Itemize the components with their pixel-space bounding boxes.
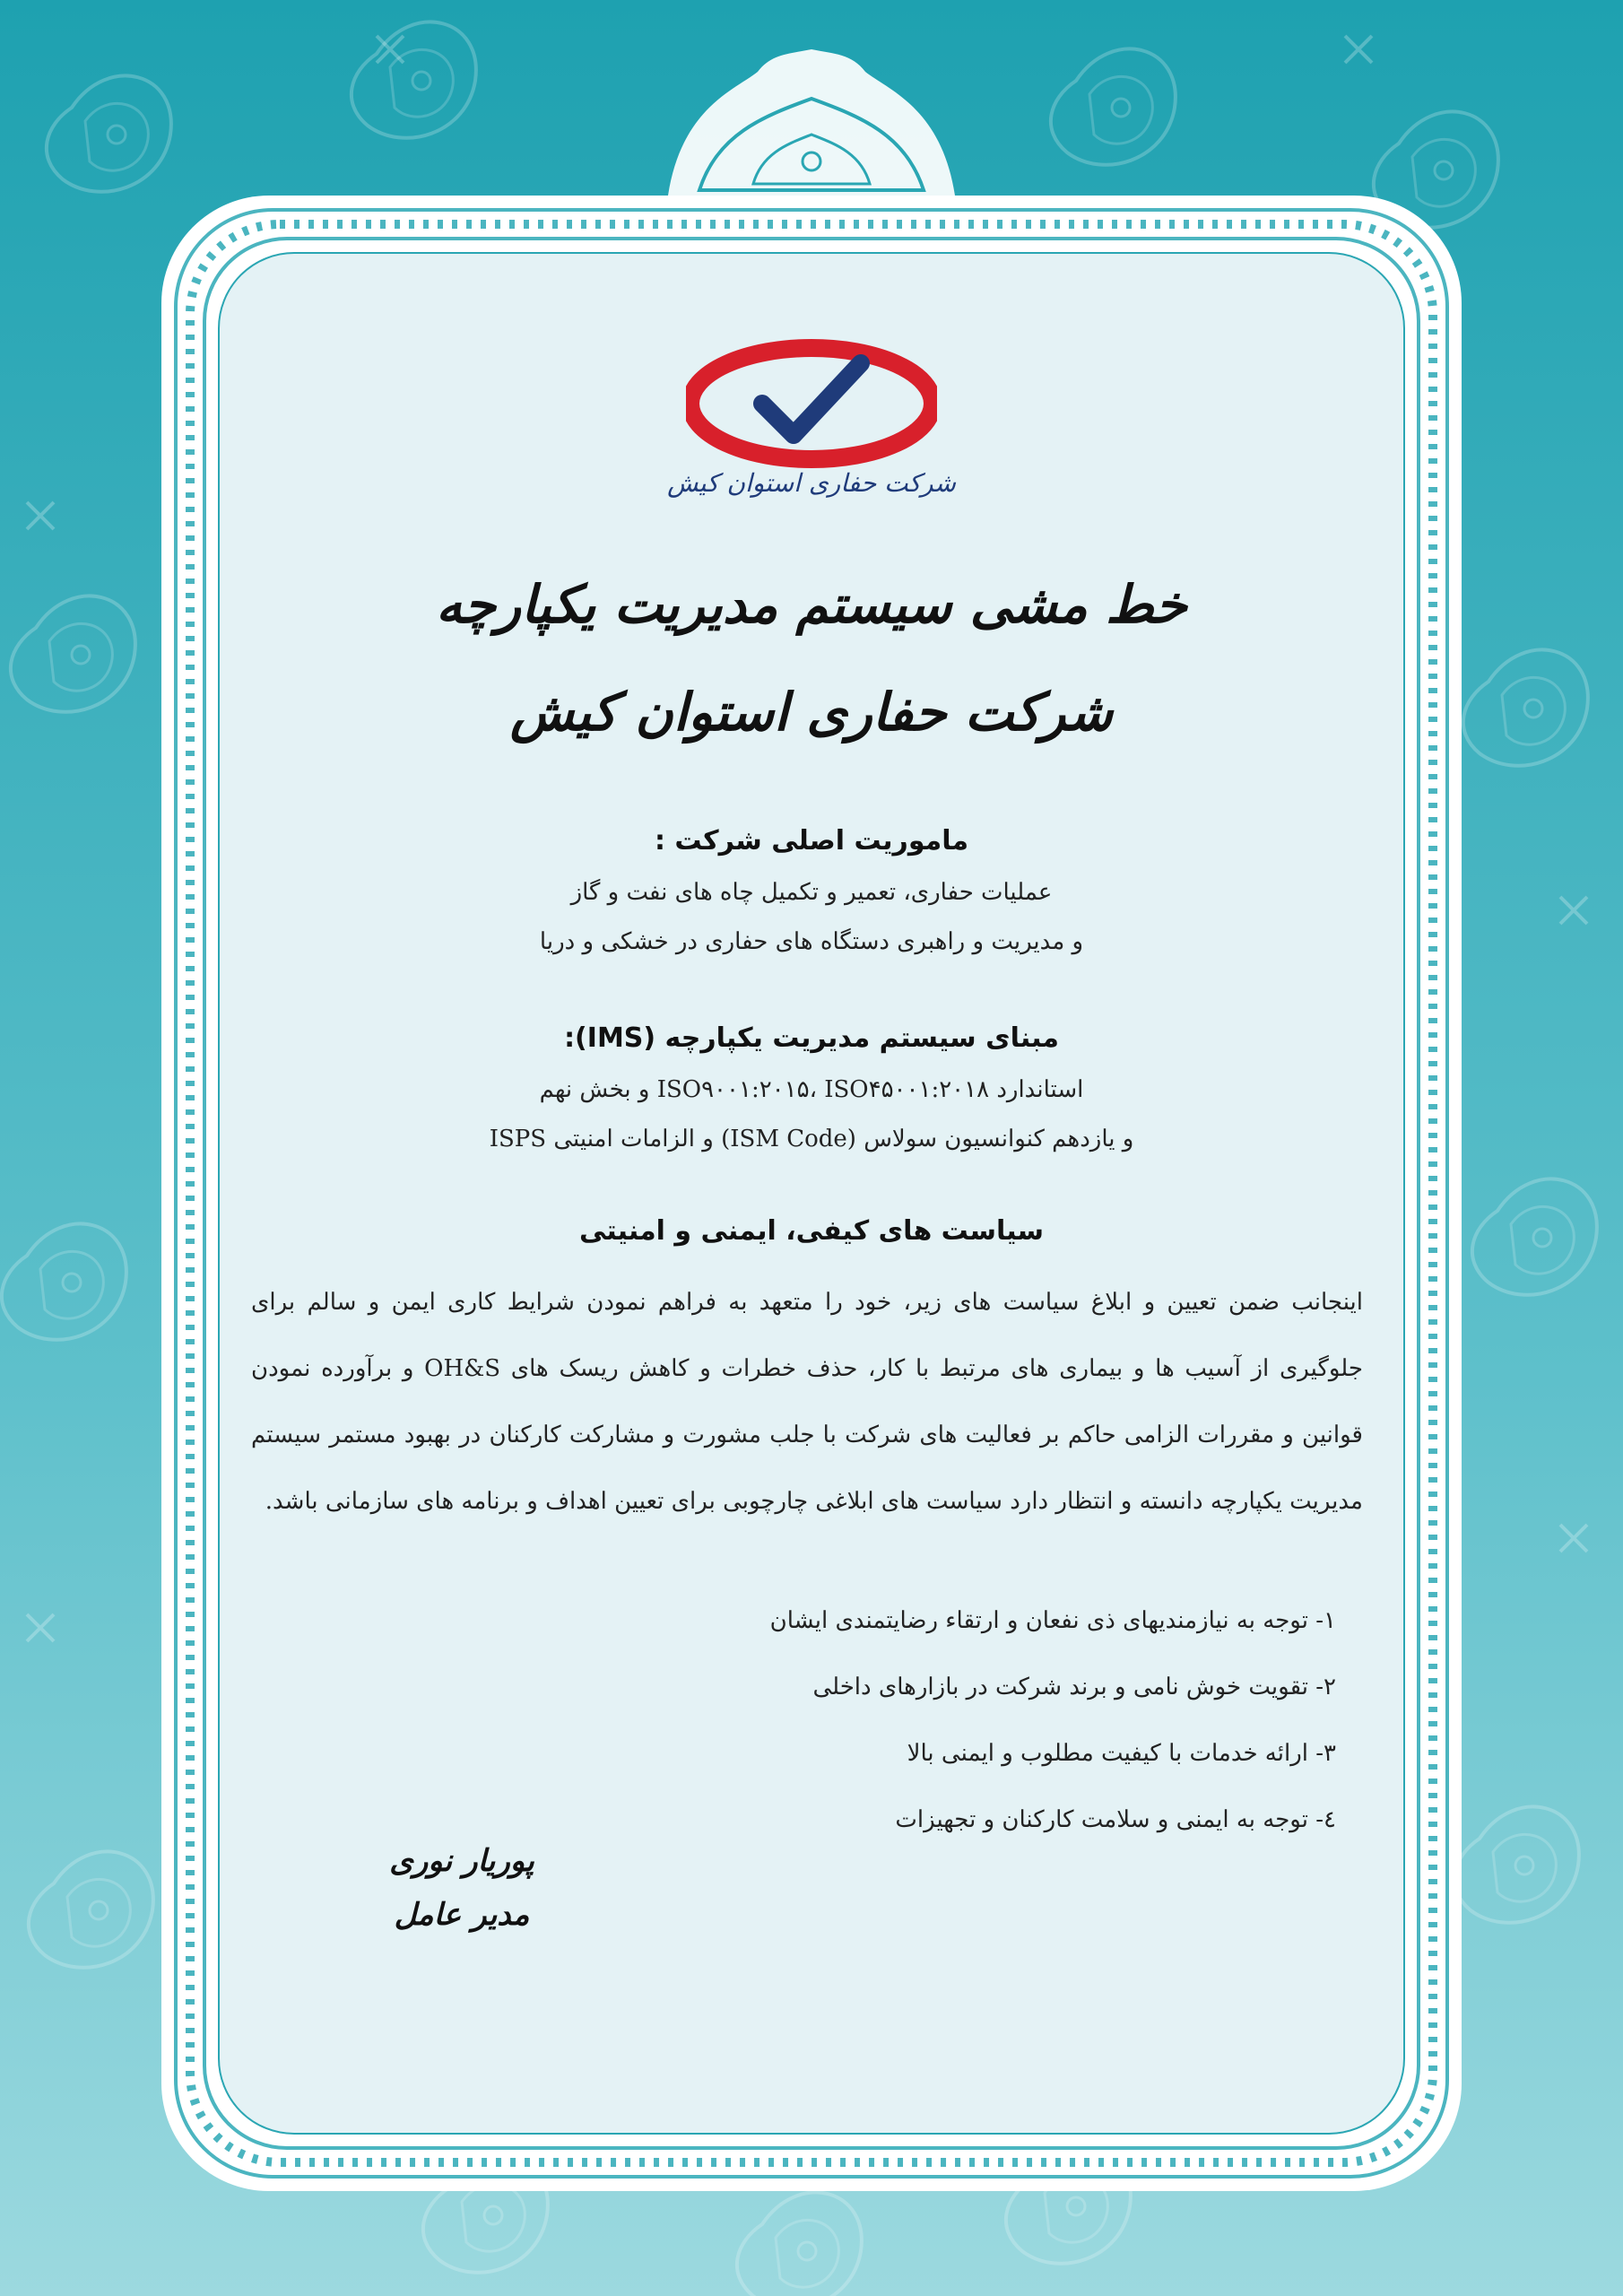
policy-heading: سیاست های کیفی، ایمنی و امنیتی [579,1215,1044,1247]
policy-paragraph: اینجانب ضمن تعیین و ابلاغ سیاست های زیر، خود را متعهد به فراهم نمودن شرایط کاری ایمن و سالم برای جلوگیری از آسیب ها و بیماری های مرتبط با کار، حذف خطرات و کاهش ریسک های OH&S و برآورده نمودن قوانین و مقررات الزامی حاکم بر فعالیت های شرکت با جلب مشورت و مشارکت کارکنان در بهبود مستمر سیستم مدیریت یکپارچه دانسته و انتظار دارد سیاست های ابلاغی چارچوبی برای تعیین اهداف و برنامه های سازمانی باشد. [251,1289,1363,1515]
list-item: ۳- ارائه خدمات با کیفیت مطلوب و ایمنی بالا [907,1740,1336,1767]
logo-caption: شرکت حفاری استوان کیش [667,468,956,498]
ims-line-1: استاندارد ISO۹۰۰۱:۲۰۱۵، ISO۴۵۰۰۱:۲۰۱۸ و بخش نهم [539,1076,1084,1103]
signatory-name: پوریار نوری [389,1843,534,1879]
ims-line-2: و یازدهم کنوانسیون سولاس (ISM Code) و الزامات امنیتی ISPS [489,1126,1134,1152]
certificate-panel [224,269,1399,2144]
mission-line-1: عملیات حفاری، تعمیر و تکمیل چاه های نفت و گاز [570,879,1053,906]
document-title: خط مشی سیستم مدیریت یکپارچه [436,574,1187,635]
signatory-position: مدیر عامل [394,1897,530,1933]
ims-heading: مبنای سیستم مدیریت یکپارچه (IMS): [564,1022,1059,1054]
company-name-title: شرکت حفاری استوان کیش [510,682,1113,743]
policy-list [224,1587,1336,1853]
mission-heading: ماموریت اصلی شرکت : [654,825,969,857]
mission-line-2: و مدیریت و راهبری دستگاه های حفاری در خشکی و دریا [539,928,1084,955]
list-item: ۱- توجه به نیازمندیهای ذی نفعان و ارتقاء رضایتمندی ایشان [769,1607,1336,1634]
list-item: ۲- تقویت خوش نامی و برند شرکت در بازارهای داخلی [812,1674,1336,1700]
top-ornament [668,49,955,196]
list-item: ٤- توجه به ایمنی و سلامت کارکنان و تجهیزات [895,1806,1336,1833]
